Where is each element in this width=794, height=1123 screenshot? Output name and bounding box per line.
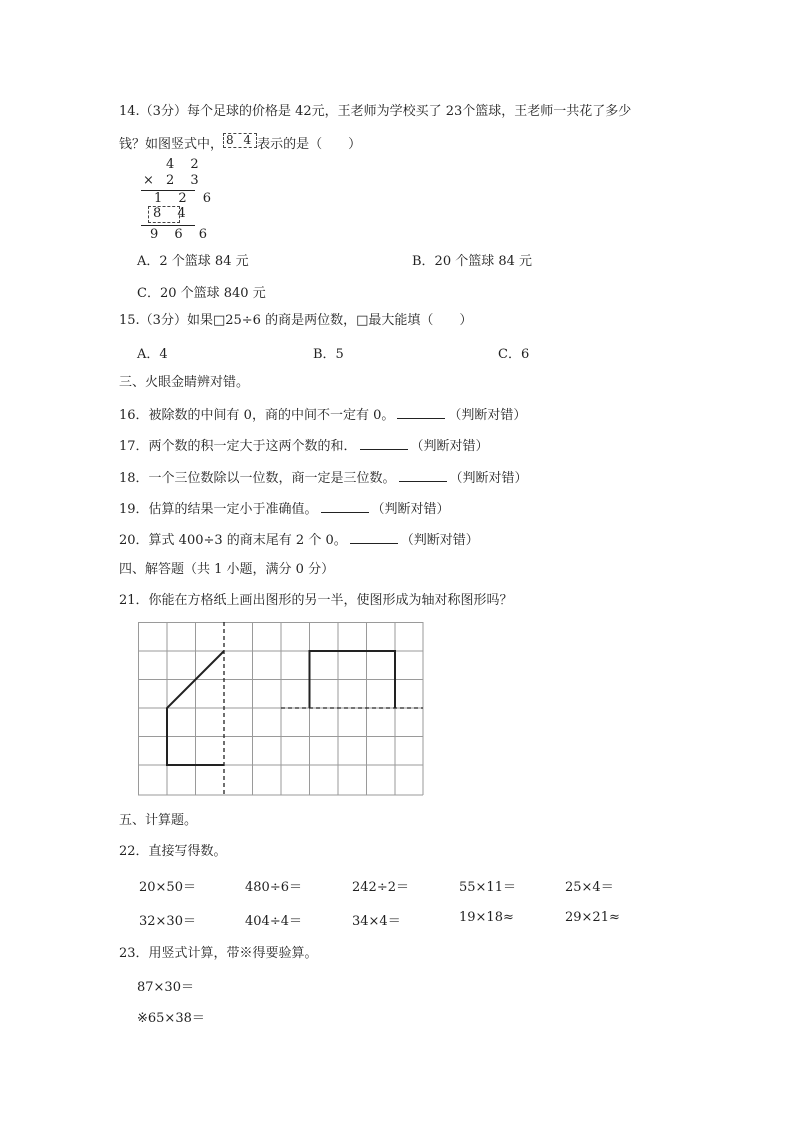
judge-18-suffix: （判断对错）: [449, 471, 528, 486]
judge-17-blank[interactable]: [360, 436, 408, 450]
calc-r2-3: 34×4＝: [352, 914, 401, 929]
vertical-row5: 9 6 6: [150, 227, 214, 242]
section4-heading: 四、解答题（共 1 小题，满分 0 分）: [119, 562, 335, 577]
q15-stem: 15.（3分）如果□25÷6 的商是两位数，□最大能填（ ）: [119, 313, 473, 328]
q14-option-b[interactable]: B．20 个篮球 84 元: [412, 254, 533, 269]
judge-17-suffix: （判断对错）: [410, 439, 489, 454]
judge-16-blank[interactable]: [397, 405, 445, 419]
judge-20: [119, 530, 479, 550]
calc-r1-2: 480÷6＝: [245, 880, 302, 895]
calc-r2-5: 29×21≈: [565, 910, 620, 925]
calc-r2-2: 404÷4＝: [245, 914, 302, 929]
judge-19-text: 19．估算的结果一定小于准确值。: [119, 502, 318, 517]
q15-option-a[interactable]: A．4: [137, 347, 168, 362]
q15-option-c[interactable]: C．6: [498, 347, 530, 362]
judge-18: [119, 468, 528, 488]
judge-18-blank[interactable]: [399, 468, 447, 482]
judge-16: [119, 405, 526, 425]
q21-stem: 21．你能在方格纸上画出图形的另一半，使图形成为轴对称图形吗？: [119, 593, 513, 608]
vertical-rule-2: [141, 225, 195, 226]
q23-title: 23．用竖式计算，带※得要验算。: [119, 946, 318, 961]
judge-18-text: 18．一个三位数除以一位数，商一定是三位数。: [119, 471, 396, 486]
section3-heading: 三、火眼金睛辨对错。: [119, 375, 250, 390]
q22-title: 22．直接写得数。: [119, 844, 227, 859]
calc-r2-4: 19×18≈: [459, 910, 514, 925]
vertical-row2: 2 3: [166, 173, 205, 188]
q14-stem-pre: 钱？如图竖式中，: [119, 137, 224, 152]
judge-20-suffix: （判断对错）: [400, 533, 479, 548]
judge-16-suffix: （判断对错）: [448, 408, 527, 423]
q23-item-2: ※65×38＝: [137, 1011, 205, 1026]
q14-option-a[interactable]: A．2 个篮球 84 元: [137, 254, 249, 269]
q15-option-b[interactable]: B．5: [313, 347, 344, 362]
section5-heading: 五、计算题。: [119, 813, 198, 828]
q14-stem-post: 表示的是（ ）: [257, 137, 362, 152]
judge-19-suffix: （判断对错）: [371, 502, 450, 517]
judge-19-blank[interactable]: [321, 499, 369, 513]
symmetry-grid[interactable]: [138, 622, 424, 796]
judge-17-text: 17．两个数的积一定大于这两个数的和．: [119, 439, 357, 454]
vertical-row3: 1 2 6: [154, 191, 218, 206]
vertical-row1: 4 2: [166, 157, 205, 172]
q14-option-c[interactable]: C．20 个篮球 840 元: [137, 286, 266, 301]
judge-20-blank[interactable]: [350, 530, 398, 544]
q14-stem-line2: [119, 133, 362, 154]
q14-inline-box: 8 4: [223, 133, 257, 148]
vertical-row4: 8 4: [153, 206, 192, 221]
calc-r1-3: 242÷2＝: [352, 880, 409, 895]
judge-16-text: 16．被除数的中间有 0，商的中间不一定有 0。: [119, 408, 395, 423]
calc-r1-5: 25×4＝: [565, 880, 614, 895]
vertical-times-sign: ×: [143, 173, 160, 188]
calc-r1-4: 55×11＝: [459, 880, 516, 895]
calc-r1-1: 20×50＝: [139, 880, 196, 895]
judge-17: [119, 436, 489, 456]
judge-19: [119, 499, 450, 519]
calc-r2-1: 32×30＝: [139, 914, 196, 929]
q14-stem-line1: 14.（3分）每个足球的价格是 42元，王老师为学校买了 23个篮球，王老师一共花了多少: [119, 104, 632, 119]
q23-item-1: 87×30＝: [137, 980, 194, 995]
judge-20-text: 20．算式 400÷3 的商末尾有 2 个 0。: [119, 533, 347, 548]
